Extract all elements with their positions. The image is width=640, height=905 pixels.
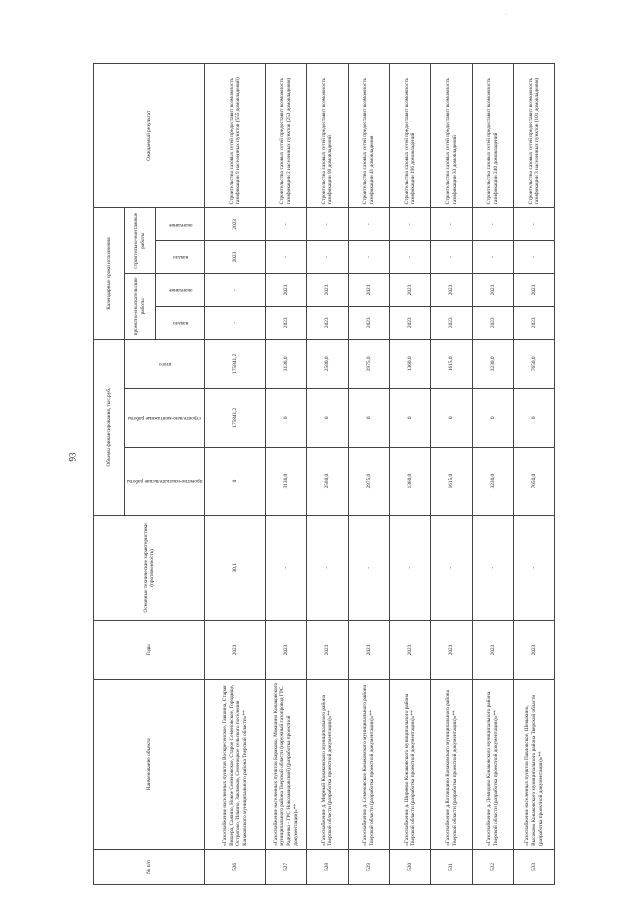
cell-f-total: 2580,0 — [307, 339, 348, 388]
cell-specs: - — [265, 515, 306, 621]
cell-d-end: - — [205, 274, 265, 307]
cell-f-design: 7650,0 — [514, 447, 555, 515]
cell-years: 2023 — [348, 621, 389, 680]
cell-f-constr: 0 — [431, 388, 472, 447]
cell-f-constr: 0 — [514, 388, 555, 447]
col-schedule-design: проектно-изыскательские работы — [125, 274, 156, 340]
cell-specs: - — [348, 515, 389, 621]
cell-d-start: - — [205, 306, 265, 339]
cell-specs: - — [307, 515, 348, 621]
col-constr-start — [156, 241, 205, 274]
page-number: 93 — [67, 452, 78, 462]
cell-f-design: 3136,0 — [265, 447, 306, 515]
cell-d-end: 2023 — [307, 274, 348, 307]
cell-f-design: 2580,0 — [307, 447, 348, 515]
design-end-label: окончание — [168, 287, 192, 294]
cell-specs: - — [431, 515, 472, 621]
cell-d-end: 2023 — [390, 274, 431, 307]
col-schedule-group: Календарные сроки исполнения — [94, 208, 125, 339]
funding-design-label: проектно-изыскательские работы — [127, 478, 203, 485]
cell-num: 528 — [307, 849, 348, 884]
constr-end-label: окончание — [168, 221, 192, 228]
table-row — [348, 64, 389, 885]
investment-table — [93, 63, 555, 885]
col-years: Годы — [94, 621, 205, 680]
cell-num: 526 — [205, 849, 265, 884]
cell-num: 527 — [265, 849, 306, 884]
cell-specs: - — [390, 515, 431, 621]
cell-f-design: 1615,0 — [431, 447, 472, 515]
cell-f-total: 3230,0 — [472, 339, 513, 388]
cell-result: Строительство газовых сетей предоставит возможность газификации 99 домовладений — [307, 64, 348, 208]
cell-c-start: 2023 — [205, 241, 265, 274]
cell-d-start: 2023 — [307, 306, 348, 339]
col-result: Ожидаемый результат — [94, 64, 205, 208]
cell-num: 533 — [514, 849, 555, 884]
cell-num: 529 — [348, 849, 389, 884]
table-body — [205, 64, 555, 885]
cell-f-total: 175841,2 — [205, 339, 265, 388]
cell-d-end: 2023 — [265, 274, 306, 307]
cell-f-design: 1360,0 — [390, 447, 431, 515]
cell-num: 532 — [472, 849, 513, 884]
cell-c-start: - — [472, 241, 513, 274]
cell-d-start: 2023 — [348, 306, 389, 339]
cell-d-start: 2023 — [390, 306, 431, 339]
scan-dot: · — [505, 12, 507, 18]
cell-c-end: - — [307, 208, 348, 241]
cell-c-end: 2023 — [205, 208, 265, 241]
cell-specs: - — [514, 515, 555, 621]
cell-d-end: 2023 — [472, 274, 513, 307]
col-funding-group: Объемы финансирования, тыс.руб. — [94, 339, 125, 515]
cell-c-start: - — [265, 241, 306, 274]
cell-f-design: 0 — [205, 447, 265, 515]
cell-years: 2023 — [514, 621, 555, 680]
cell-d-start: 2023 — [514, 306, 555, 339]
col-schedule-construction: строительно-монтажные работы — [125, 208, 156, 274]
cell-result: Строительство газовых сетей предоставит возможность газификации 240 домовладений — [472, 64, 513, 208]
cell-result: Строительство газовых сетей предоставит возможность газификации 2 населенных пунктов (253 домовладения) — [265, 64, 306, 208]
cell-f-total: 2975,0 — [348, 339, 389, 388]
table-row — [472, 64, 513, 885]
col-funding-total — [125, 339, 205, 388]
cell-c-start: - — [431, 241, 472, 274]
constr-start-label: начало — [172, 254, 188, 261]
cell-d-end: 2023 — [431, 274, 472, 307]
cell-c-end: - — [472, 208, 513, 241]
table-row — [205, 64, 265, 885]
cell-f-constr: 0 — [307, 388, 348, 447]
col-funding-design — [125, 447, 205, 515]
cell-name: «Газоснабжение д.Котовщино Конаковского муниципального района Тверской области (разработка проектной документации)»** — [431, 679, 472, 849]
cell-years: 2023 — [265, 621, 306, 680]
table-row — [265, 64, 306, 885]
col-design-start — [156, 306, 205, 339]
col-design-end — [156, 274, 205, 307]
cell-f-constr: 0 — [472, 388, 513, 447]
cell-name: «Газоснабжение д. Ширяево Конаковского муниципального района Тверской области (разработка проектной документации)»** — [390, 679, 431, 849]
cell-c-end: - — [390, 208, 431, 241]
cell-years: 2023 — [431, 621, 472, 680]
cell-c-start: - — [307, 241, 348, 274]
cell-c-start: - — [390, 241, 431, 274]
table-sheet — [93, 63, 545, 885]
cell-d-start: 2023 — [472, 306, 513, 339]
col-specs: Основные технические характеристики (протяженность) — [94, 515, 205, 621]
cell-c-end: - — [431, 208, 472, 241]
cell-result: Строительство газовых сетей предоставит возможность газификации 33 домовладений — [431, 64, 472, 208]
cell-name: «Газоснабжение населенных пунктов Павловское, Шевыкино, Высоково Конаковского муниципального района Тверской области (разработка проектной документации)»** — [514, 679, 555, 849]
cell-result: Строительство газовых сетей предоставит возможность газификации 196 домовладений — [390, 64, 431, 208]
col-num: № п/п — [94, 849, 205, 884]
col-funding-construction — [125, 388, 205, 447]
design-start-label: начало — [172, 320, 188, 327]
cell-f-constr: 0 — [265, 388, 306, 447]
cell-years: 2023 — [390, 621, 431, 680]
cell-c-end: - — [348, 208, 389, 241]
table-row — [390, 64, 431, 885]
cell-f-constr: 0 — [390, 388, 431, 447]
table-row — [307, 64, 348, 885]
cell-f-constr: 0 — [348, 388, 389, 447]
col-name: Наименование объекта — [94, 679, 205, 849]
cell-f-total: 1360,0 — [390, 339, 431, 388]
cell-f-design: 3230,0 — [472, 447, 513, 515]
cell-name: «Газоснабжение населенных пунктов Бараково, Мокшино Конаковского муниципального района Тверской области (наружный газопровод ГРС Радченко - ГРС Новозавидовский) (разработка проектной документации)»** — [265, 679, 306, 849]
cell-specs: - — [472, 515, 513, 621]
cell-d-end: 2023 — [514, 274, 555, 307]
cell-f-total: 1615,0 — [431, 339, 472, 388]
funding-total-label: итого — [158, 361, 171, 368]
cell-f-design: 2975,0 — [348, 447, 389, 515]
cell-d-start: 2023 — [265, 306, 306, 339]
cell-num: 530 — [390, 849, 431, 884]
cell-result: Строительство газовых сетей предоставит возможность газификации 41 домовладения — [348, 64, 389, 208]
cell-years: 2023 — [307, 621, 348, 680]
table-row — [514, 64, 555, 885]
cell-c-end: - — [514, 208, 555, 241]
cell-d-start: 2023 — [431, 306, 472, 339]
cell-name: «Газоснабжение населенных пунктов Воскресенское, Гавшина, Старая Вишера, Сажино, Новое Семеновское, Старое Семеновское, Городище, Остратово, Ильино, Заклюков, Семенецкое сельского поселения Конаковского муниципального района Тверской области»** — [205, 679, 265, 849]
cell-result: Строительство газовых сетей предоставит возможность газификации 3 населенных пунктов (101 домовладения) — [514, 64, 555, 208]
table-row — [431, 64, 472, 885]
cell-f-total: 7650,0 — [514, 339, 555, 388]
cell-result: Строительство газовых сетей предоставит возможность газификации 9 населенных пунктов (555 домовладений) — [205, 64, 265, 208]
col-constr-end — [156, 208, 205, 241]
cell-c-end: - — [265, 208, 306, 241]
cell-d-end: 2023 — [348, 274, 389, 307]
cell-specs: 30,1 — [205, 515, 265, 621]
cell-c-start: - — [514, 241, 555, 274]
cell-name: «Газоснабжение д. Демидово Конаковского муниципального района Тверской области (разработка проектной документации)»** — [472, 679, 513, 849]
cell-f-total: 3136,0 — [265, 339, 306, 388]
cell-c-start: - — [348, 241, 389, 274]
cell-name: «Газоснабжение д. Мирный Конаковского муниципального района Тверской области (разработка проектной документации)»** — [307, 679, 348, 849]
cell-name: «Газоснабжение д. Семеновское Конаковского муниципального района Тверской области (разработка проектной документации)»** — [348, 679, 389, 849]
cell-f-constr: 175841,2 — [205, 388, 265, 447]
cell-years: 2023 — [472, 621, 513, 680]
cell-num: 531 — [431, 849, 472, 884]
funding-construction-label: строительно-монтажные работы — [128, 415, 202, 422]
cell-years: 2023 — [205, 621, 265, 680]
